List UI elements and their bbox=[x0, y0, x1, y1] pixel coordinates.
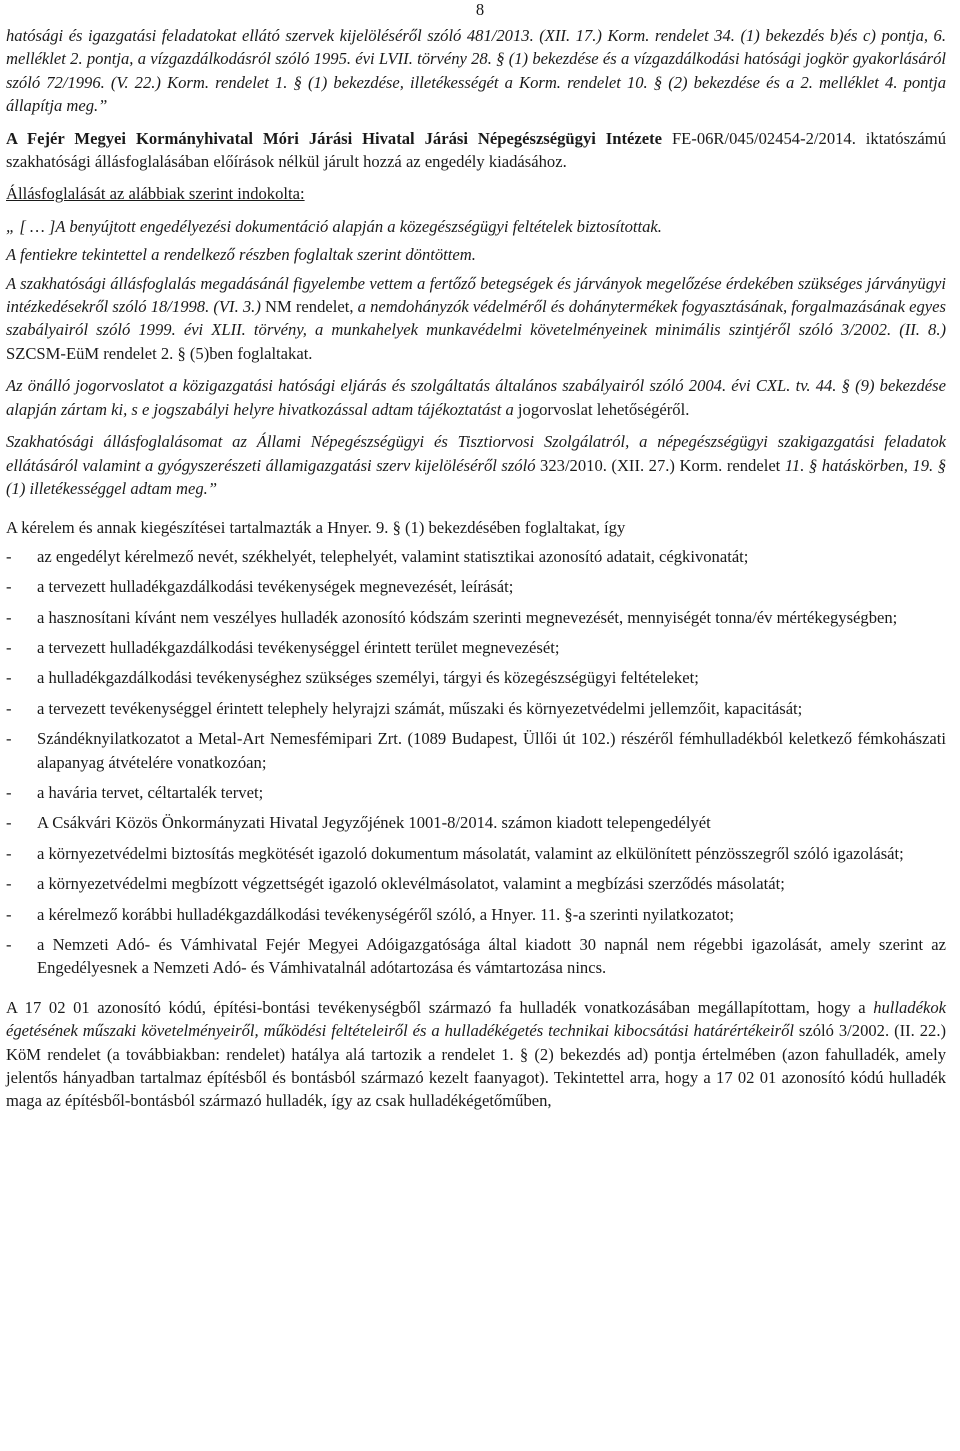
list-item: - a havária tervet, céltartalék tervet; bbox=[6, 782, 264, 802]
paragraph-quote-start: „ [ … ]A benyújtott engedélyezési dokumentáció alapján a közegészségügyi feltételek biztosítottak. bbox=[6, 216, 662, 236]
application-contents-list bbox=[6, 545, 946, 980]
list-item: - a környezetvédelmi biztosítás megkötését igazoló dokumentum másolatát, valamint az elkülönített pénzösszegről szóló igazolását; bbox=[6, 843, 904, 863]
list-item: - a Nemzeti Adó- és Vámhivatal Fejér Megyei Adóigazgatósága által kiadott 30 napnál nem régebbi igazolását, amely szerint az Engedélyesnek a Nemzeti Adó- és Vámhivatalnál adótartozása és vámtartozása nincs. bbox=[6, 935, 946, 978]
paragraph-reasoning-heading: Állásfoglalását az alábbiak szerint indokolta: bbox=[6, 184, 305, 204]
paragraph-application-contents: A kérelem és annak kiegészítései tartalmazták a Hnyer. 9. § (1) bekezdésében foglaltakat, így bbox=[6, 518, 626, 538]
list-item: - a kérelmező korábbi hulladékgazdálkodási tevékenységéről szóló, a Hnyer. 11. §-a szerinti nyilatkozatot; bbox=[6, 904, 734, 924]
list-item: - a tervezett hulladékgazdálkodási tevékenységgel érintett terület megnevezését; bbox=[6, 637, 560, 657]
list-item: - a környezetvédelmi megbízott végzettségét igazoló oklevélmásolatot, valamint a megbízási szerződés másolatát; bbox=[6, 874, 785, 894]
paragraph-decision: A fentiekre tekintettel a rendelkező részben foglaltak szerint döntöttem. bbox=[6, 245, 476, 265]
list-item: - a tervezett hulladékgazdálkodási tevékenységek megnevezését, leírását; bbox=[6, 577, 514, 597]
paragraph-authority-opinion bbox=[6, 127, 946, 174]
authority-opinion-text: FE-06R/045/02454-2/2014. iktatószámú szakhatósági állásfoglalásában előírások nélkül járult hozzá az engedély kiadásához. bbox=[6, 128, 946, 172]
paragraph-legal-remedy: Az önálló jogorvoslatot a közigazgatási hatósági eljárás és szolgáltatás általános szabályairól szóló 2004. évi CXL. tv. 44. § (9) bekezdése alapján zártam ki, s e jogszabályi helyre hivatkozással adtam tájékoztatást a jogorvoslat lehetőségéről. bbox=[6, 376, 946, 419]
list-item: - a hasznosítani kívánt nem veszélyes hulladék azonosító kódszám szerinti megnevezését, mennyiségét tonna/év mértékegységben; bbox=[6, 607, 898, 627]
page-number: 8 bbox=[475, 0, 485, 19]
list-item: - az engedélyt kérelmező nevét, székhelyét, telephelyét, valamint statisztikai azonosító adatait, cégkivonatát; bbox=[6, 546, 749, 566]
list-item: - a tervezett tevékenységgel érintett telephely helyrajzi számát, műszaki és környezetvédelmi jellemzőit, kapacitását; bbox=[6, 698, 803, 718]
list-item: - a hulladékgazdálkodási tevékenységhez szükséges személyi, tárgyi és közegészségügyi feltételeket; bbox=[6, 668, 699, 688]
paragraph-competence: Szakhatósági állásfoglalásomat az Állami Népegészségügyi és Tisztiorvosi Szolgálatról, a népegészségügyi szakigazgatási feladatok ellátásáról valamint a gyógyszerészeti államigazgatási szerv kijelöléséről szóló 323/2010. (XII. 27.) Korm. rendelet 11. § hatáskörben, 19. § (1) illetékességgel adtam meg.” bbox=[6, 432, 946, 498]
paragraph-jurisdiction: hatósági és igazgatási feladatokat ellátó szervek kijelöléséről szóló 481/2013. (XII. 17.) Korm. rendelet 34. (1) bekezdés b)és c) pontja, 6. melléklet 2. pontja, a vízgazdálkodásról szóló 1995. évi LVII. törvény 28. § (1) bekezdése és a vízgazdálkodási hatósági jogkör gyakorlásáról szóló 72/1996. (V. 22.) Korm. rendelet 1. § (1) bekezdése, illetékességét a Korm. rendelet 10. § (2) bekezdése és a 2. melléklet 4. pontja állapítja meg.” bbox=[6, 26, 946, 116]
paragraph-considerations: A szakhatósági állásfoglalás megadásánál figyelembe vettem a fertőző betegségek és járványok megelőzése érdekében szükséges járványügyi intézkedésekről szóló 18/1998. (VI. 3.) NM rendelet, a nemdohányzók védelméről és dohánytermékek fogyasztásának, forgalmazásának egyes szabályairól szóló 1999. évi XLII. törvény, a munkahelyek munkavédelmi követelményeinek minimális szintjéről szóló 3/2002. (II. 8.) SZCSM-EüM rendelet 2. § (5)ben foglaltakat. bbox=[6, 273, 946, 363]
list-item: - Szándéknyilatkozatot a Metal-Art Nemesfémipari Zrt. (1089 Budapest, Üllői út 102.) részéről fémhulladékból keletkező fémkohászati alapanyag átvételére vonatkozóan; bbox=[6, 729, 946, 772]
list-item: - A Csákvári Közös Önkormányzati Hivatal Jegyzőjének 1001-8/2014. számon kiadott telepengedélyét bbox=[6, 813, 711, 833]
authority-name: A Fejér Megyei Kormányhivatal Móri Járási Hivatal Járási Népegészségügyi Intézete bbox=[6, 128, 662, 148]
paragraph-wood-waste: A 17 02 01 azonosító kódú, építési-bontási tevékenységből származó fa hulladék vonatkozásában megállapítottam, hogy a hulladékok égetésének műszaki követelményeiről, működési feltételeiről és a hulladékégetés technikai kibocsátási határértékeiről szóló 3/2002. (II. 22.) KöM rendelet (a továbbiakban: rendelet) hatálya alá tartozik a rendelet 1. § (2) bekezdés ad) pontja értelmében (azon fahulladék, amely jelentős hányadban tartalmaz építésből és bontásból származó kezelt faanyagot). Tekintettel arra, hogy a 17 02 01 azonosító kódú hulladék maga az építésből-bontásból származó hulladék, így az csak hulladékégetőműben, bbox=[6, 997, 946, 1111]
